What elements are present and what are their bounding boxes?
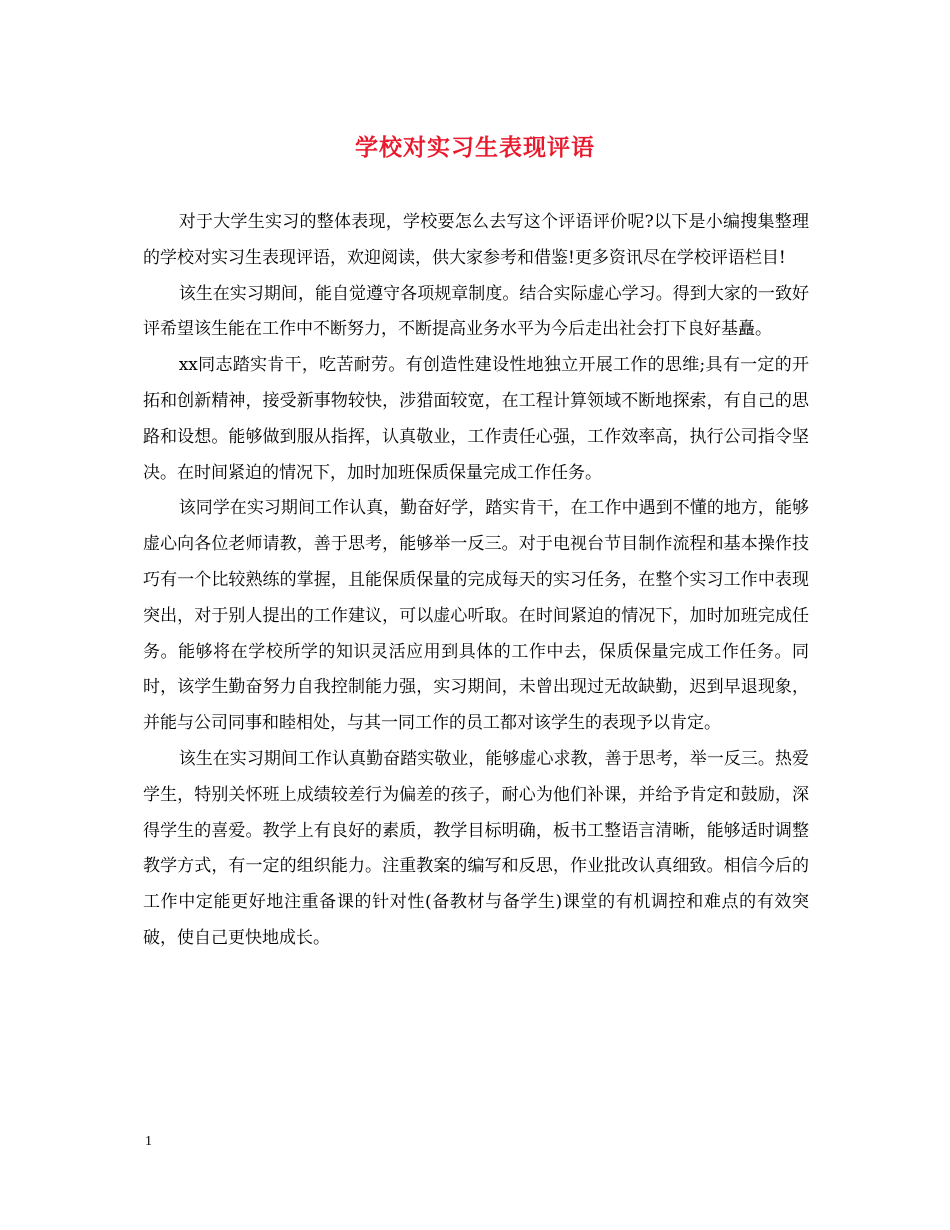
paragraph-comment-4: 该生在实习期间工作认真勤奋踏实敬业，能够虚心求教，善于思考，举一反三。热爱学生，特别关怀班上成绩较差行为偏差的孩子，耐心为他们补课，并给予肯定和鼓励，深得学生的喜爱。教学上有良好的素质，教学目标明确，板书工整语言清晰，能够适时调整教学方式，有一定的组织能力。注重教案的编写和反思，作业批改认真细致。相信今后的工作中定能更好地注重备课的针对性(备教材与备学生)课堂的有机调控和难点的有效突破，使自己更快地成长。 xyxy=(143,748,809,948)
paragraph-comment-2: xx同志踏实肯干，吃苦耐劳。有创造性建设性地独立开展工作的思维;具有一定的开拓和创新精神，接受新事物较快，涉猎面较宽，在工程计算领域不断地探索，有自己的思路和设想。能够做到服从指挥，认真敬业，工作责任心强，工作效率高，执行公司指令坚决。在时间紧迫的情况下，加时加班保质保量完成工作任务。 xyxy=(143,355,809,483)
document-title: 学校对实习生表现评语 xyxy=(355,134,595,161)
paragraph-comment-3: 该同学在实习期间工作认真，勤奋好学，踏实肯干，在工作中遇到不懂的地方，能够虚心向各位老师请教，善于思考，能够举一反三。对于电视台节目制作流程和基本操作技巧有一个比较熟练的掌握，且能保质保量的完成每天的实习任务，在整个实习工作中表现突出，对于别人提出的工作建议，可以虚心听取。在时间紧迫的情况下，加时加班完成任务。能够将在学校所学的知识灵活应用到具体的工作中去，保质保量完成工作任务。同时，该学生勤奋努力自我控制能力强，实习期间，未曾出现过无故缺勤，迟到早退现象，并能与公司同事和睦相处，与其一同工作的员工都对该学生的表现予以肯定。 xyxy=(143,498,809,734)
page-number: 1 xyxy=(145,1134,152,1149)
paragraph-comment-1: 该生在实习期间，能自觉遵守各项规章制度。结合实际虚心学习。得到大家的一致好评希望该生能在工作中不断努力，不断提高业务水平为今后走出社会打下良好基矗。 xyxy=(143,283,809,340)
paragraph-intro: 对于大学生实习的整体表现，学校要怎么去写这个评语评价呢?以下是小编搜集整理的学校对实习生表现评语，欢迎阅读，供大家参考和借鉴!更多资讯尽在学校评语栏目! xyxy=(143,212,809,268)
document-body xyxy=(143,205,809,957)
